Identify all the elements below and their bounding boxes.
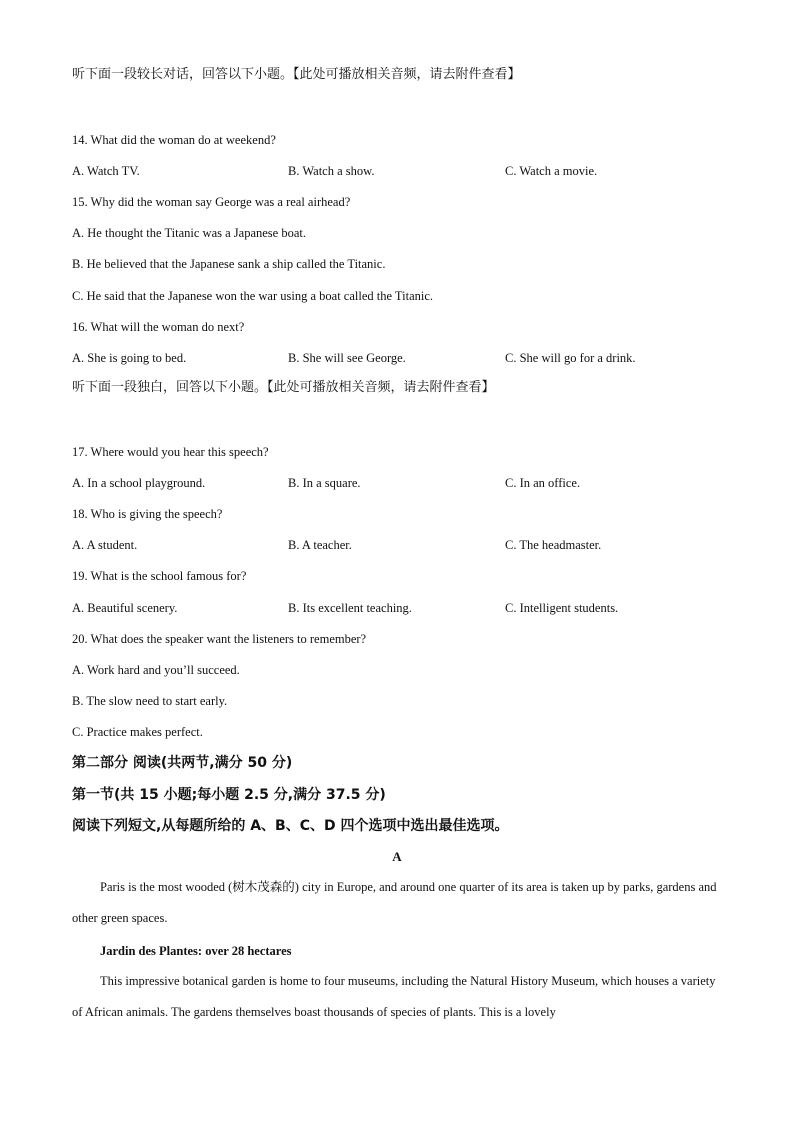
option-b: B. A teacher.: [288, 538, 352, 552]
question-19: 19. What is the school famous for?: [72, 569, 247, 583]
option-a: A. A student.: [72, 538, 138, 552]
option-b: B. In a square.: [288, 476, 361, 490]
option-c: C. He said that the Japanese won the war using a boat called the Titanic.: [72, 289, 434, 303]
intro-paragraph: Paris is the most wooded (树木茂森的) city in Europe, and around one quarter of its area is taken up by parks, gardens and other green spaces.: [72, 880, 717, 925]
reading-instruction: 阅读下列短文,从每题所给的 A、B、C、D 四个选项中选出最佳选项。: [72, 818, 509, 834]
option-a: A. Work hard and you’ll succeed.: [72, 663, 240, 677]
option-b: B. He believed that the Japanese sank a ship called the Titanic.: [72, 257, 386, 271]
garden-heading: Jardin des Plantes: over 28 hectares: [100, 944, 292, 958]
question-16: 16. What will the woman do next?: [72, 320, 245, 334]
question-14: 14. What did the woman do at weekend?: [72, 133, 276, 147]
section-heading-monologue: 听下面一段独白，回答以下小题。【此处可播放相关音频，请去附件查看】: [72, 380, 495, 395]
option-c: C. In an office.: [505, 476, 581, 490]
option-c: C. She will go for a drink.: [505, 351, 636, 365]
option-c: C. The headmaster.: [505, 538, 602, 552]
question-18: 18. Who is giving the speech?: [72, 507, 223, 521]
question-20: 20. What does the speaker want the listeners to remember?: [72, 632, 367, 646]
option-b: B. She will see George.: [288, 351, 406, 365]
option-a: A. She is going to bed.: [72, 351, 187, 365]
section-heading-long-dialogue: 听下面一段较长对话，回答以下小题。【此处可播放相关音频，请去附件查看】: [72, 67, 521, 82]
section-1-title: 第一节(共 15 小题;每小题 2.5 分,满分 37.5 分): [72, 787, 386, 803]
option-a: A. He thought the Titanic was a Japanese boat.: [72, 226, 306, 240]
part-2-title: 第二部分 阅读(共两节,满分 50 分): [72, 755, 293, 771]
question-17: 17. Where would you hear this speech?: [72, 445, 269, 459]
option-c: C. Practice makes perfect.: [72, 725, 203, 739]
option-b: B. Watch a show.: [288, 164, 375, 178]
option-c: C. Intelligent students.: [505, 601, 619, 615]
question-15: 15. Why did the woman say George was a real airhead?: [72, 195, 351, 209]
option-b: B. Its excellent teaching.: [288, 601, 412, 615]
option-c: C. Watch a movie.: [505, 164, 598, 178]
passage-label: A: [392, 849, 402, 864]
option-a: A. Watch TV.: [72, 164, 140, 178]
option-b: B. The slow need to start early.: [72, 694, 228, 708]
option-a: A. Beautiful scenery.: [72, 601, 178, 615]
garden-paragraph: This impressive botanical garden is home to four museums, including the Natural History Museum, which houses a variety of African animals. The gardens themselves boast thousands of species of plants. This is a lovely: [72, 974, 716, 1019]
option-a: A. In a school playground.: [72, 476, 206, 490]
